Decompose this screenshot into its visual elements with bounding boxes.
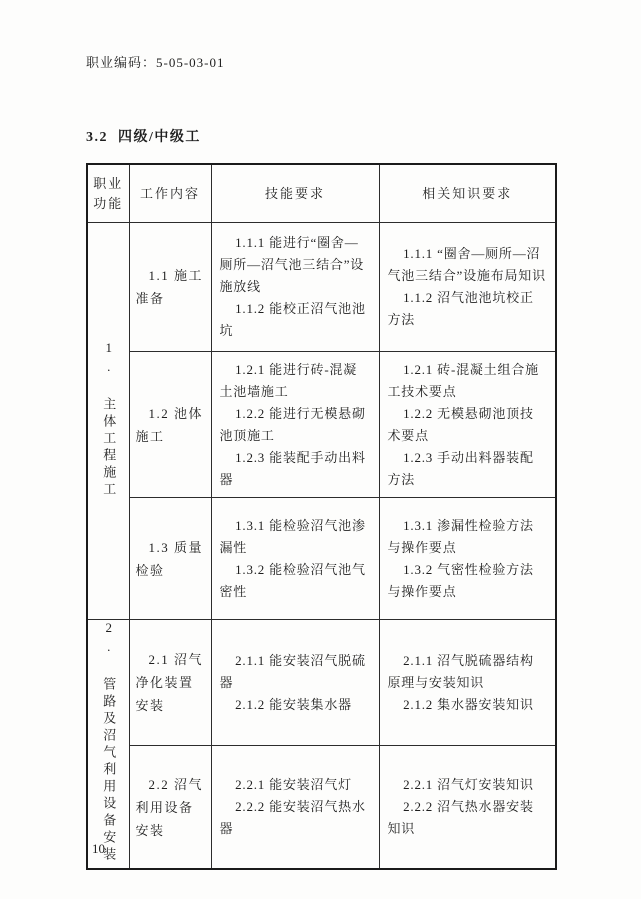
skill-item: 2.1.1 能安装沼气脱硫器 <box>219 652 366 690</box>
skill-cell <box>211 352 379 498</box>
function-cell-piping-utilization <box>87 620 129 870</box>
work-cell: 2.2 沼气利用设备安装 <box>129 746 211 869</box>
table-row <box>87 352 556 498</box>
knowledge-item: 2.1.1 沼气脱硫器结构原理与安装知识 <box>387 652 534 690</box>
col-header-function: 职业功能 <box>87 164 129 223</box>
knowledge-item: 1.2.2 无模悬砌池顶技术要点 <box>387 405 534 443</box>
col-header-work: 工作内容 <box>129 164 211 223</box>
skill-cell <box>211 620 379 746</box>
table-row <box>87 620 556 746</box>
knowledge-item: 1.1.1 “圈舍—厕所—沼气池三结合”设施布局知识 <box>387 246 546 283</box>
knowledge-item: 1.1.2 沼气池池坑校正方法 <box>387 290 534 327</box>
skill-cell <box>211 223 379 352</box>
skill-item: 2.1.2 能安装集水器 <box>235 696 352 712</box>
col-header-knowledge: 相关知识要求 <box>379 164 556 223</box>
work-cell: 1.3 质量检验 <box>129 498 211 620</box>
knowledge-item: 1.3.2 气密性检验方法与操作要点 <box>387 561 534 599</box>
skill-cell <box>211 498 379 620</box>
knowledge-item: 1.2.3 手动出料器装配方法 <box>387 449 534 487</box>
function-label: 1. 主体工程施工 <box>101 339 117 499</box>
col-header-skill: 技能要求 <box>211 164 379 223</box>
table-row <box>87 223 556 352</box>
skill-item: 1.2.1 能进行砖-混凝土池墙施工 <box>219 361 358 399</box>
table-row <box>87 498 556 620</box>
knowledge-cell <box>379 620 556 746</box>
knowledge-cell <box>379 352 556 498</box>
page-number: 10 <box>92 841 105 856</box>
knowledge-cell <box>379 746 556 869</box>
header-row <box>87 164 556 223</box>
work-cell: 2.1 沼气净化装置安装 <box>129 620 211 746</box>
function-label: 2. 管路及沼气利用设备安装 <box>101 620 117 864</box>
skill-item: 1.2.3 能装配手动出料器 <box>219 449 366 487</box>
knowledge-item: 1.2.1 砖-混凝土组合施工技术要点 <box>387 361 539 399</box>
knowledge-cell <box>379 223 556 352</box>
knowledge-item: 2.1.2 集水器安装知识 <box>403 696 534 712</box>
section-heading: 3.2 四级/中级工 <box>86 130 201 145</box>
knowledge-item: 2.2.2 沼气热水器安装知识 <box>387 799 534 837</box>
table-row <box>87 746 556 869</box>
occupational-standard-table <box>86 163 557 870</box>
skill-item: 2.2.2 能安装沼气热水器 <box>219 799 366 837</box>
work-cell: 1.1 施工准备 <box>129 223 211 352</box>
knowledge-cell <box>379 498 556 620</box>
occupation-code: 职业编码：5-05-03-01 <box>86 55 225 70</box>
function-cell-main-works <box>87 223 129 620</box>
knowledge-item: 1.3.1 渗漏性检验方法与操作要点 <box>387 517 534 555</box>
skill-item: 1.1.1 能进行“圈舍—厕所—沼气池三结合”设施放线 <box>219 235 365 294</box>
skill-cell <box>211 746 379 869</box>
work-cell: 1.2 池体施工 <box>129 352 211 498</box>
skill-item: 2.2.1 能安装沼气灯 <box>235 777 352 793</box>
knowledge-item: 2.2.1 沼气灯安装知识 <box>403 777 534 793</box>
skill-item: 1.3.2 能检验沼气池气密性 <box>219 561 366 599</box>
skill-item: 1.1.2 能校正沼气池池坑 <box>219 301 366 338</box>
skill-item: 1.3.1 能检验沼气池渗漏性 <box>219 517 366 555</box>
skill-item: 1.2.2 能进行无模悬砌池顶施工 <box>219 405 366 443</box>
